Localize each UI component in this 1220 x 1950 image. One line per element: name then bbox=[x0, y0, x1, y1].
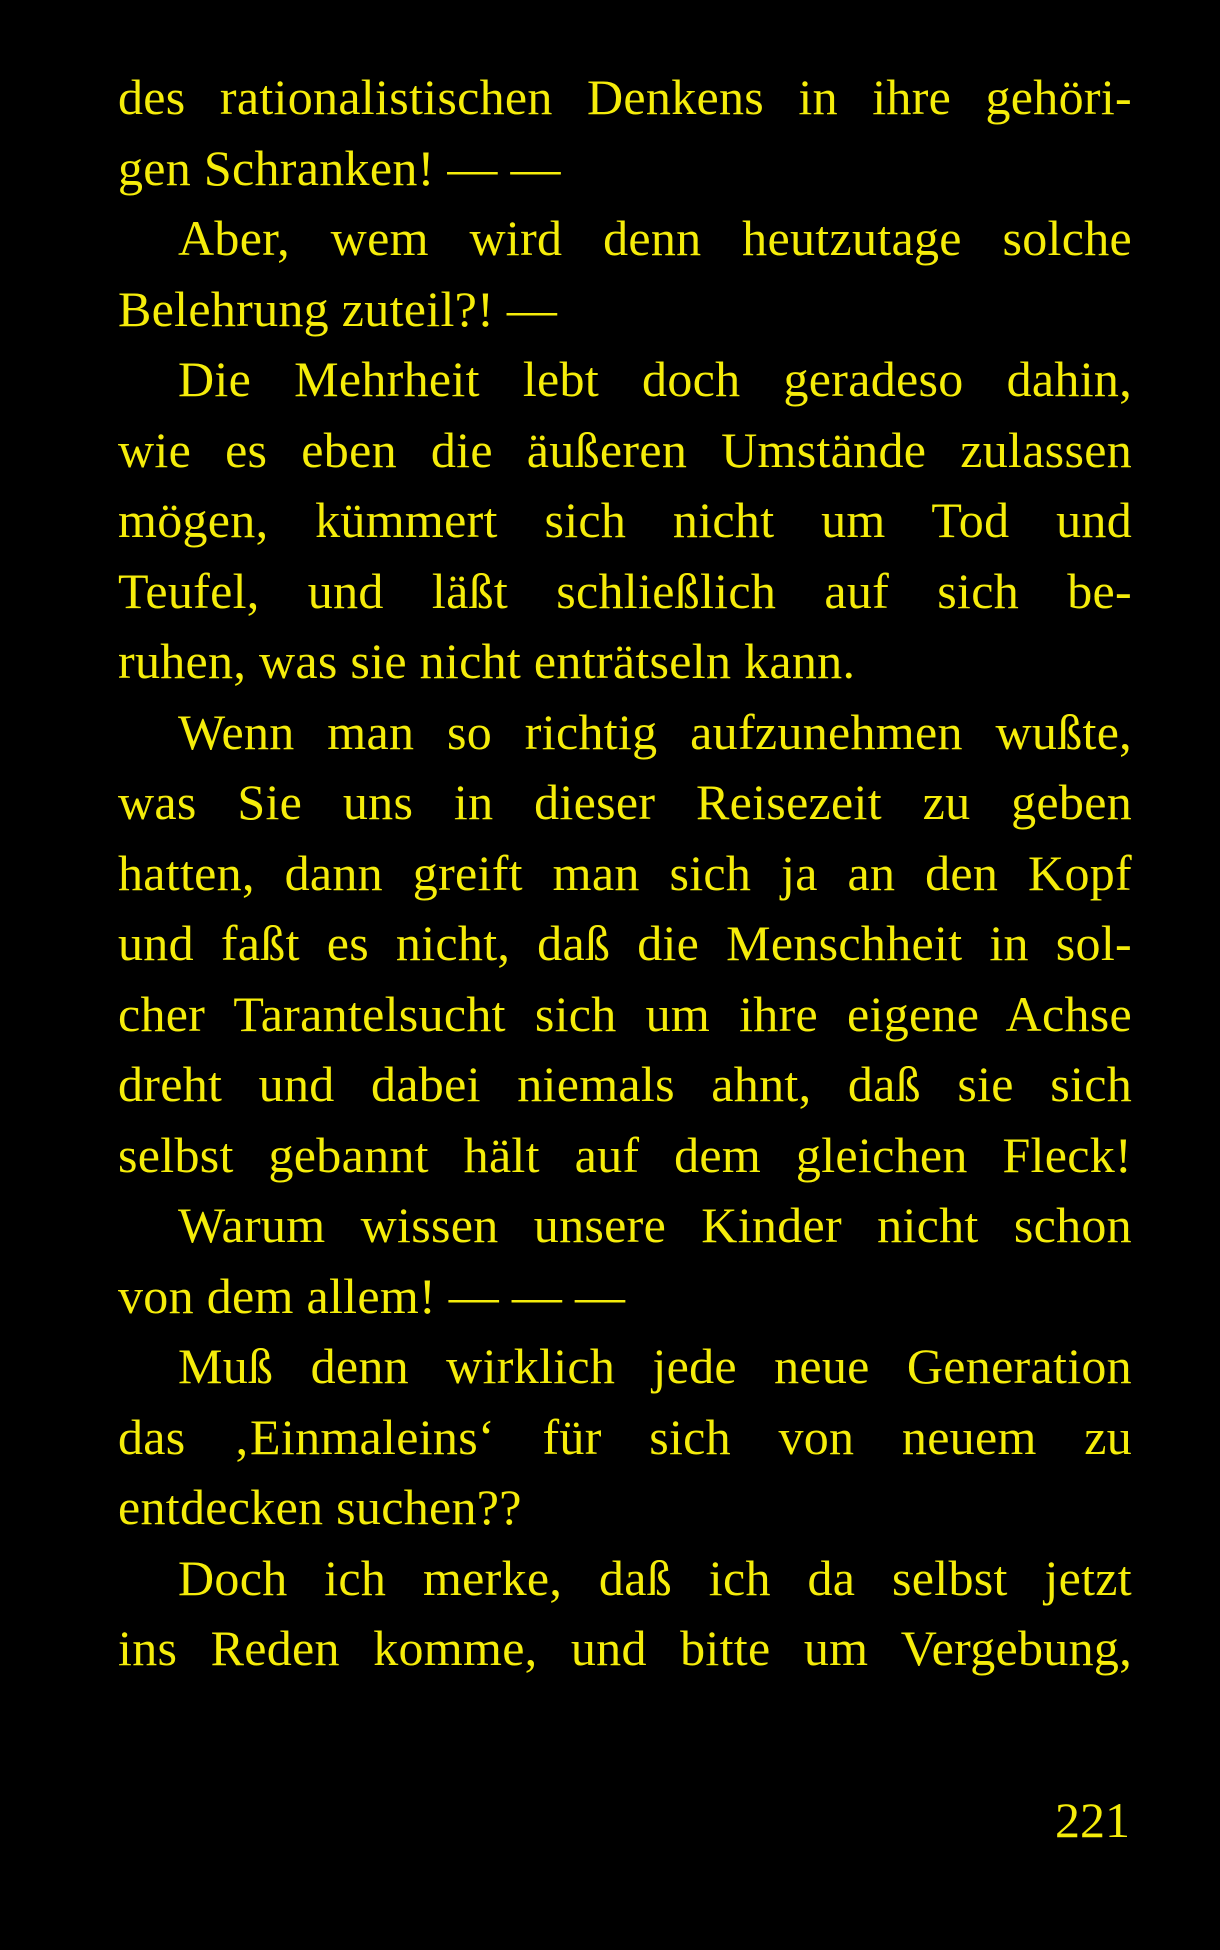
text-line: hatten, dann greift man sich ja an den Kopf bbox=[118, 844, 1132, 901]
text-line: ruhen, was sie nicht enträtseln kann. bbox=[118, 633, 856, 689]
text-line: des rationalistischen Denkens in ihre gehöri- bbox=[118, 69, 1132, 125]
text-line: gen Schranken! — — bbox=[118, 139, 561, 196]
text-line: was Sie uns in dieser Reisezeit zu geben bbox=[118, 774, 1132, 830]
text-line: und faßt es nicht, daß die Menschheit in sol- bbox=[118, 915, 1132, 971]
text-line: das ‚Einmaleins‘ für sich von neuem zu bbox=[118, 1408, 1132, 1465]
text-line: cher Tarantelsucht sich um ihre eigene Achse bbox=[118, 985, 1132, 1042]
body-text bbox=[118, 62, 1132, 1684]
text-line: wie es eben die äußeren Umstände zulassen bbox=[118, 421, 1132, 478]
text-line: Belehrung zuteil?! — bbox=[118, 280, 558, 337]
text-line: Wenn man so richtig aufzunehmen wußte, bbox=[178, 703, 1132, 760]
text-line: selbst gebannt hält auf dem gleichen Fleck! bbox=[118, 1126, 1132, 1183]
text-line: Warum wissen unsere Kinder nicht schon bbox=[178, 1197, 1132, 1253]
text-line: Doch ich merke, daß ich da selbst jetzt bbox=[178, 1549, 1132, 1606]
text-line: dreht und dabei niemals ahnt, daß sie sich bbox=[118, 1056, 1132, 1112]
page-number: 221 bbox=[1055, 1792, 1130, 1848]
text-line: Aber, wem wird denn heutzutage solche bbox=[178, 210, 1132, 266]
text-line: von dem allem! — — — bbox=[118, 1267, 626, 1324]
text-line: entdecken suchen?? bbox=[118, 1479, 522, 1535]
text-line: mögen, kümmert sich nicht um Tod und bbox=[118, 492, 1132, 548]
text-line: Muß denn wirklich jede neue Generation bbox=[178, 1338, 1132, 1394]
text-line: Teufel, und läßt schließlich auf sich be- bbox=[118, 562, 1132, 619]
text-line: Die Mehrheit lebt doch geradeso dahin, bbox=[178, 351, 1132, 407]
text-line: ins Reden komme, und bitte um Vergebung, bbox=[118, 1620, 1132, 1676]
